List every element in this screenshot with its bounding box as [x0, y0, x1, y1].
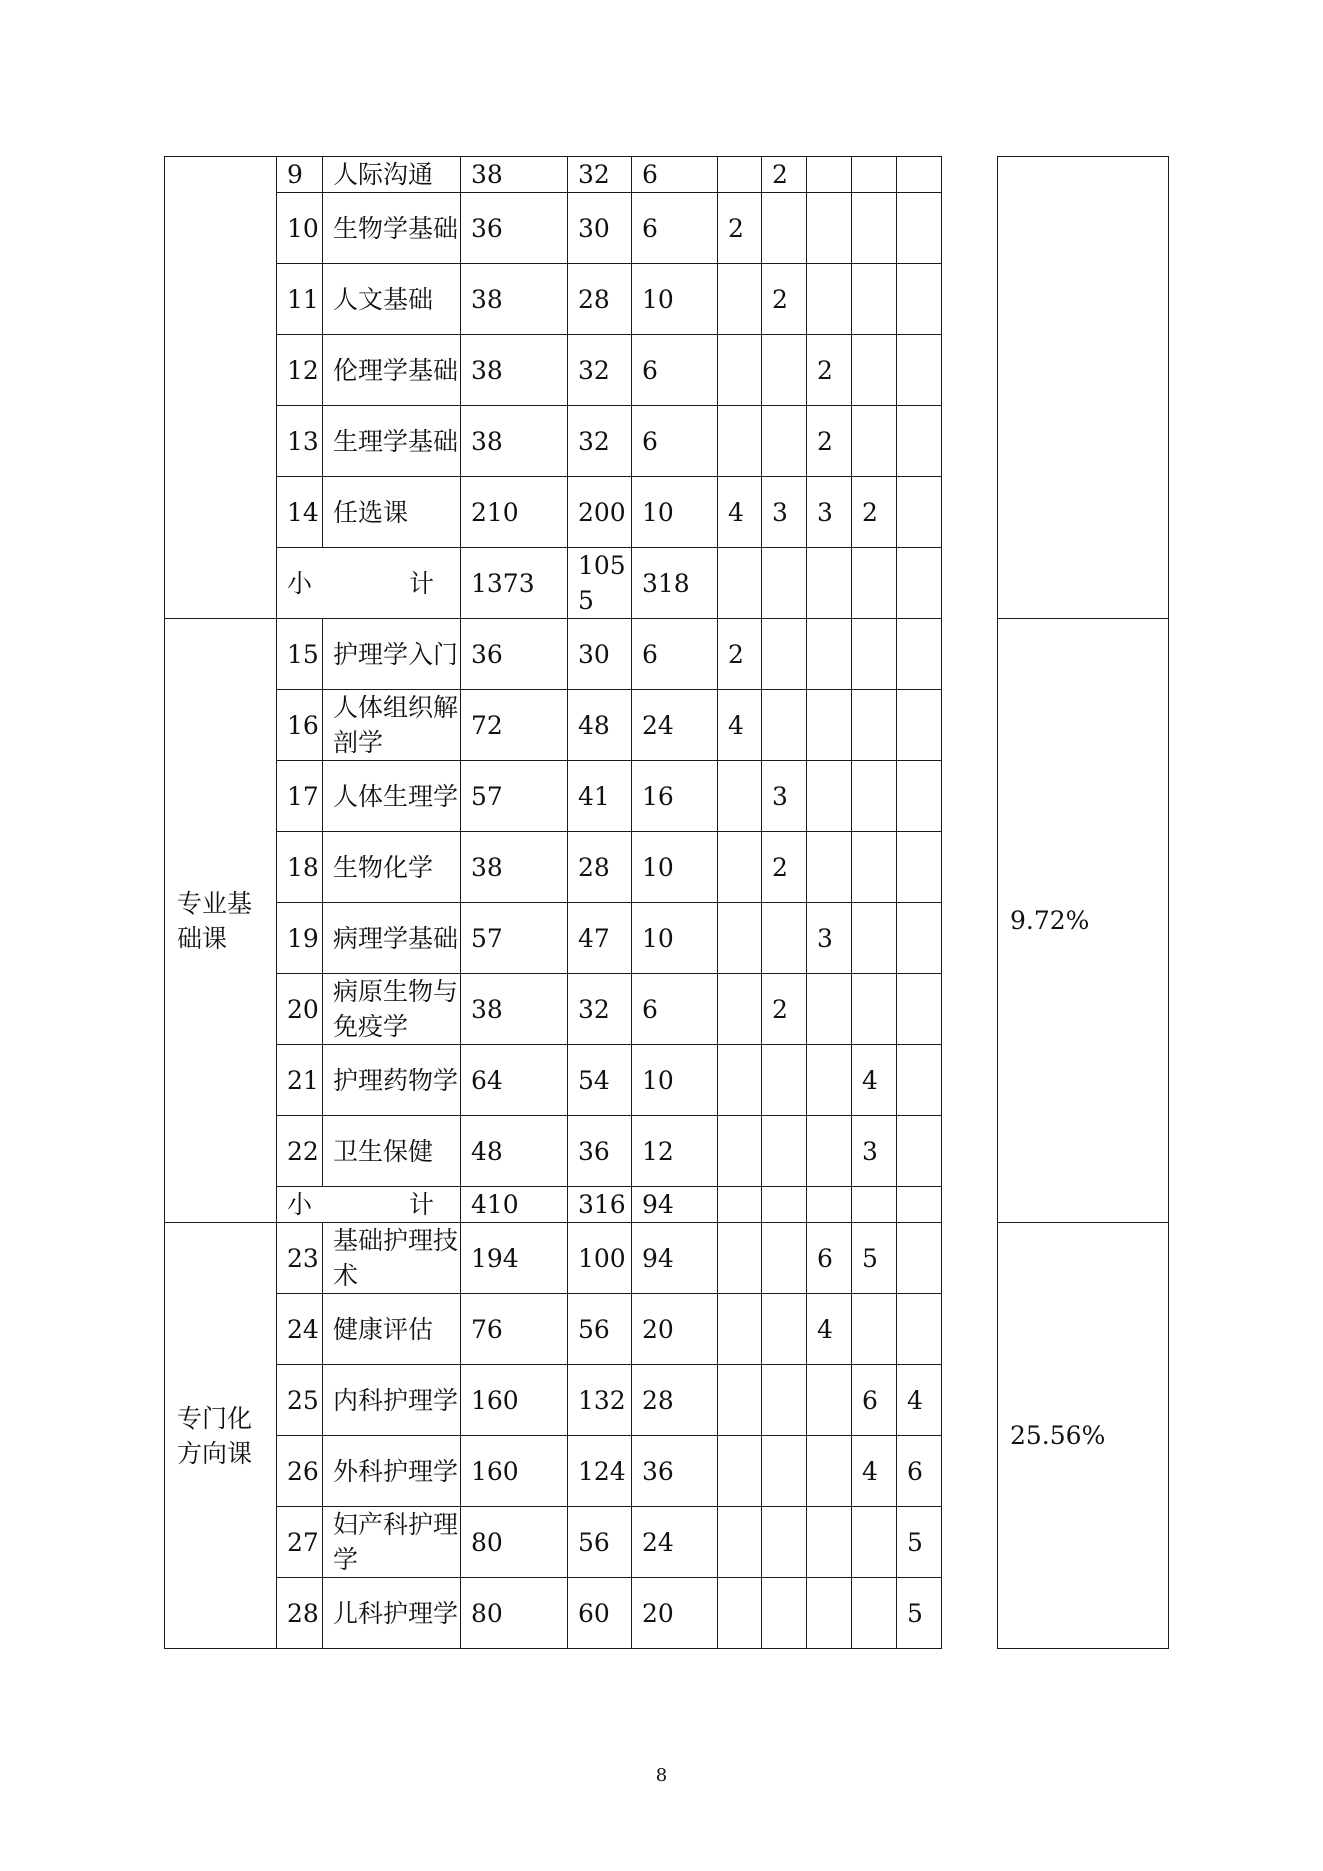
semester-4-hours — [852, 548, 897, 619]
semester-1-hours — [718, 264, 762, 335]
course-number: 10 — [277, 193, 323, 264]
semester-3-hours — [807, 1187, 852, 1223]
semester-2-hours — [762, 1187, 807, 1223]
total-hours: 80 — [461, 1507, 568, 1578]
total-hours: 160 — [461, 1436, 568, 1507]
total-hours: 48 — [461, 1116, 568, 1187]
semester-5-hours — [897, 832, 942, 903]
course-number: 20 — [277, 974, 323, 1045]
category-cell-prof-basic: 专业基础课 — [165, 619, 277, 1223]
course-number: 13 — [277, 406, 323, 477]
semester-2-hours — [762, 1436, 807, 1507]
practice-hours: 10 — [632, 832, 718, 903]
semester-4-hours — [852, 193, 897, 264]
total-hours: 38 — [461, 832, 568, 903]
semester-4-hours — [852, 832, 897, 903]
semester-3-hours — [807, 1116, 852, 1187]
course-name: 外科护理学 — [323, 1436, 461, 1507]
semester-4-hours — [852, 1187, 897, 1223]
column-gap — [942, 157, 998, 1649]
theory-hours: 56 — [568, 1294, 632, 1365]
practice-hours: 94 — [632, 1223, 718, 1294]
theory-hours: 100 — [568, 1223, 632, 1294]
semester-2-hours — [762, 619, 807, 690]
course-name: 生物学基础 — [323, 193, 461, 264]
percent-cell-specialized: 25.56% — [998, 1223, 1169, 1649]
semester-4-hours — [852, 1507, 897, 1578]
practice-hours: 10 — [632, 264, 718, 335]
theory-hours: 30 — [568, 619, 632, 690]
total-hours: 1373 — [461, 548, 568, 619]
semester-5-hours — [897, 761, 942, 832]
course-row — [165, 1223, 1169, 1294]
semester-4-hours — [852, 1578, 897, 1649]
semester-2-hours: 2 — [762, 832, 807, 903]
course-number: 18 — [277, 832, 323, 903]
course-row — [165, 157, 1169, 193]
semester-4-hours: 4 — [852, 1436, 897, 1507]
semester-4-hours — [852, 157, 897, 193]
practice-hours: 318 — [632, 548, 718, 619]
theory-hours: 1055 — [568, 548, 632, 619]
semester-2-hours — [762, 335, 807, 406]
curriculum-table — [164, 156, 1169, 1649]
semester-4-hours: 5 — [852, 1223, 897, 1294]
course-name: 人体生理学 — [323, 761, 461, 832]
semester-5-hours — [897, 1045, 942, 1116]
semester-2-hours — [762, 193, 807, 264]
total-hours: 57 — [461, 761, 568, 832]
semester-3-hours: 2 — [807, 406, 852, 477]
semester-4-hours — [852, 264, 897, 335]
total-hours: 57 — [461, 903, 568, 974]
course-number: 15 — [277, 619, 323, 690]
course-name: 病理学基础 — [323, 903, 461, 974]
total-hours: 36 — [461, 619, 568, 690]
percent-cell-general — [998, 157, 1169, 619]
total-hours: 38 — [461, 406, 568, 477]
course-number: 14 — [277, 477, 323, 548]
theory-hours: 32 — [568, 974, 632, 1045]
semester-1-hours — [718, 1436, 762, 1507]
semester-5-hours — [897, 1294, 942, 1365]
semester-4-hours — [852, 974, 897, 1045]
semester-2-hours — [762, 1223, 807, 1294]
category-cell-specialized: 专门化方向课 — [165, 1223, 277, 1649]
semester-5-hours: 4 — [897, 1365, 942, 1436]
semester-3-hours — [807, 548, 852, 619]
semester-5-hours — [897, 548, 942, 619]
theory-hours: 32 — [568, 157, 632, 193]
course-number: 22 — [277, 1116, 323, 1187]
semester-5-hours — [897, 264, 942, 335]
practice-hours: 6 — [632, 406, 718, 477]
course-number: 24 — [277, 1294, 323, 1365]
course-number: 28 — [277, 1578, 323, 1649]
practice-hours: 94 — [632, 1187, 718, 1223]
practice-hours: 6 — [632, 619, 718, 690]
total-hours: 38 — [461, 974, 568, 1045]
course-number: 26 — [277, 1436, 323, 1507]
course-name: 护理药物学 — [323, 1045, 461, 1116]
semester-1-hours: 2 — [718, 619, 762, 690]
semester-1-hours — [718, 974, 762, 1045]
total-hours: 64 — [461, 1045, 568, 1116]
practice-hours: 12 — [632, 1116, 718, 1187]
subtotal-char-1: 小 — [287, 568, 313, 598]
course-name: 护理学入门 — [323, 619, 461, 690]
course-name: 生物化学 — [323, 832, 461, 903]
semester-1-hours — [718, 157, 762, 193]
semester-1-hours — [718, 1294, 762, 1365]
total-hours: 76 — [461, 1294, 568, 1365]
practice-hours: 10 — [632, 903, 718, 974]
semester-5-hours — [897, 477, 942, 548]
course-number: 11 — [277, 264, 323, 335]
table-body — [165, 157, 1169, 1649]
semester-1-hours: 4 — [718, 690, 762, 761]
semester-1-hours: 2 — [718, 193, 762, 264]
semester-3-hours — [807, 1436, 852, 1507]
course-number: 12 — [277, 335, 323, 406]
semester-2-hours — [762, 1507, 807, 1578]
semester-5-hours: 5 — [897, 1578, 942, 1649]
course-name: 生理学基础 — [323, 406, 461, 477]
practice-hours: 6 — [632, 974, 718, 1045]
semester-4-hours — [852, 406, 897, 477]
theory-hours: 32 — [568, 335, 632, 406]
semester-1-hours — [718, 1507, 762, 1578]
total-hours: 210 — [461, 477, 568, 548]
total-hours: 36 — [461, 193, 568, 264]
semester-1-hours — [718, 903, 762, 974]
semester-3-hours — [807, 1365, 852, 1436]
practice-hours: 20 — [632, 1578, 718, 1649]
semester-3-hours — [807, 619, 852, 690]
semester-5-hours: 6 — [897, 1436, 942, 1507]
practice-hours: 16 — [632, 761, 718, 832]
course-name: 人文基础 — [323, 264, 461, 335]
course-name: 内科护理学 — [323, 1365, 461, 1436]
course-number: 16 — [277, 690, 323, 761]
course-number: 27 — [277, 1507, 323, 1578]
semester-3-hours: 6 — [807, 1223, 852, 1294]
semester-3-hours — [807, 1045, 852, 1116]
semester-2-hours: 2 — [762, 264, 807, 335]
semester-1-hours — [718, 1365, 762, 1436]
percent-cell-prof-basic: 9.72% — [998, 619, 1169, 1223]
course-name: 儿科护理学 — [323, 1578, 461, 1649]
subtotal-label — [277, 548, 461, 619]
semester-2-hours: 3 — [762, 477, 807, 548]
semester-3-hours — [807, 761, 852, 832]
total-hours: 38 — [461, 335, 568, 406]
semester-2-hours — [762, 903, 807, 974]
theory-hours: 32 — [568, 406, 632, 477]
semester-2-hours — [762, 1365, 807, 1436]
semester-3-hours: 3 — [807, 477, 852, 548]
course-number: 23 — [277, 1223, 323, 1294]
semester-1-hours — [718, 1116, 762, 1187]
semester-1-hours — [718, 335, 762, 406]
total-hours: 410 — [461, 1187, 568, 1223]
course-name: 基础护理技术 — [323, 1223, 461, 1294]
semester-4-hours: 3 — [852, 1116, 897, 1187]
semester-3-hours: 3 — [807, 903, 852, 974]
semester-3-hours — [807, 832, 852, 903]
semester-5-hours — [897, 406, 942, 477]
subtotal-label-wrap — [287, 566, 460, 601]
theory-hours: 54 — [568, 1045, 632, 1116]
theory-hours: 28 — [568, 832, 632, 903]
semester-2-hours — [762, 548, 807, 619]
theory-hours: 56 — [568, 1507, 632, 1578]
semester-3-hours — [807, 157, 852, 193]
semester-5-hours — [897, 974, 942, 1045]
subtotal-char-2: 计 — [408, 1190, 434, 1219]
semester-2-hours — [762, 406, 807, 477]
course-number: 17 — [277, 761, 323, 832]
total-hours: 80 — [461, 1578, 568, 1649]
practice-hours: 24 — [632, 1507, 718, 1578]
semester-4-hours: 4 — [852, 1045, 897, 1116]
semester-1-hours — [718, 761, 762, 832]
course-name: 卫生保健 — [323, 1116, 461, 1187]
page-number: 8 — [655, 1765, 668, 1786]
course-row — [165, 619, 1169, 690]
semester-1-hours — [718, 1187, 762, 1223]
semester-3-hours — [807, 193, 852, 264]
course-name: 任选课 — [323, 477, 461, 548]
subtotal-label — [277, 1187, 461, 1223]
course-name: 人际沟通 — [323, 157, 461, 193]
semester-2-hours: 2 — [762, 157, 807, 193]
total-hours: 72 — [461, 690, 568, 761]
course-number: 9 — [277, 157, 323, 193]
semester-1-hours — [718, 1578, 762, 1649]
semester-1-hours — [718, 832, 762, 903]
semester-2-hours — [762, 690, 807, 761]
semester-3-hours — [807, 690, 852, 761]
course-name: 病原生物与免疫学 — [323, 974, 461, 1045]
semester-2-hours — [762, 1294, 807, 1365]
practice-hours: 28 — [632, 1365, 718, 1436]
course-number: 21 — [277, 1045, 323, 1116]
semester-3-hours — [807, 1578, 852, 1649]
course-name: 伦理学基础 — [323, 335, 461, 406]
semester-5-hours — [897, 1116, 942, 1187]
semester-4-hours — [852, 761, 897, 832]
course-name: 人体组织解剖学 — [323, 690, 461, 761]
semester-4-hours: 6 — [852, 1365, 897, 1436]
semester-5-hours — [897, 335, 942, 406]
semester-2-hours: 2 — [762, 974, 807, 1045]
practice-hours: 10 — [632, 1045, 718, 1116]
semester-4-hours: 2 — [852, 477, 897, 548]
semester-5-hours — [897, 903, 942, 974]
subtotal-char-2: 计 — [408, 568, 434, 598]
semester-3-hours: 4 — [807, 1294, 852, 1365]
theory-hours: 124 — [568, 1436, 632, 1507]
semester-1-hours: 4 — [718, 477, 762, 548]
theory-hours: 60 — [568, 1578, 632, 1649]
semester-3-hours — [807, 1507, 852, 1578]
semester-1-hours — [718, 1223, 762, 1294]
semester-4-hours — [852, 903, 897, 974]
subtotal-char-1: 小 — [287, 1190, 313, 1219]
semester-5-hours — [897, 1187, 942, 1223]
total-hours: 194 — [461, 1223, 568, 1294]
category-cell-general — [165, 157, 277, 619]
semester-3-hours — [807, 974, 852, 1045]
subtotal-label-wrap — [287, 1187, 460, 1222]
semester-1-hours — [718, 406, 762, 477]
total-hours: 160 — [461, 1365, 568, 1436]
semester-4-hours — [852, 619, 897, 690]
semester-3-hours — [807, 264, 852, 335]
practice-hours: 6 — [632, 193, 718, 264]
theory-hours: 132 — [568, 1365, 632, 1436]
course-number: 19 — [277, 903, 323, 974]
semester-1-hours — [718, 1045, 762, 1116]
semester-5-hours — [897, 690, 942, 761]
practice-hours: 36 — [632, 1436, 718, 1507]
theory-hours: 47 — [568, 903, 632, 974]
semester-2-hours: 3 — [762, 761, 807, 832]
theory-hours: 30 — [568, 193, 632, 264]
semester-2-hours — [762, 1045, 807, 1116]
theory-hours: 48 — [568, 690, 632, 761]
semester-4-hours — [852, 690, 897, 761]
theory-hours: 200 — [568, 477, 632, 548]
semester-1-hours — [718, 548, 762, 619]
practice-hours: 6 — [632, 335, 718, 406]
semester-5-hours — [897, 157, 942, 193]
semester-5-hours: 5 — [897, 1507, 942, 1578]
semester-4-hours — [852, 335, 897, 406]
semester-5-hours — [897, 619, 942, 690]
course-name: 健康评估 — [323, 1294, 461, 1365]
total-hours: 38 — [461, 264, 568, 335]
practice-hours: 6 — [632, 157, 718, 193]
semester-2-hours — [762, 1578, 807, 1649]
theory-hours: 41 — [568, 761, 632, 832]
semester-2-hours — [762, 1116, 807, 1187]
practice-hours: 20 — [632, 1294, 718, 1365]
semester-5-hours — [897, 1223, 942, 1294]
theory-hours: 316 — [568, 1187, 632, 1223]
theory-hours: 28 — [568, 264, 632, 335]
theory-hours: 36 — [568, 1116, 632, 1187]
practice-hours: 24 — [632, 690, 718, 761]
practice-hours: 10 — [632, 477, 718, 548]
semester-4-hours — [852, 1294, 897, 1365]
semester-3-hours: 2 — [807, 335, 852, 406]
course-number: 25 — [277, 1365, 323, 1436]
total-hours: 38 — [461, 157, 568, 193]
course-name: 妇产科护理学 — [323, 1507, 461, 1578]
semester-5-hours — [897, 193, 942, 264]
